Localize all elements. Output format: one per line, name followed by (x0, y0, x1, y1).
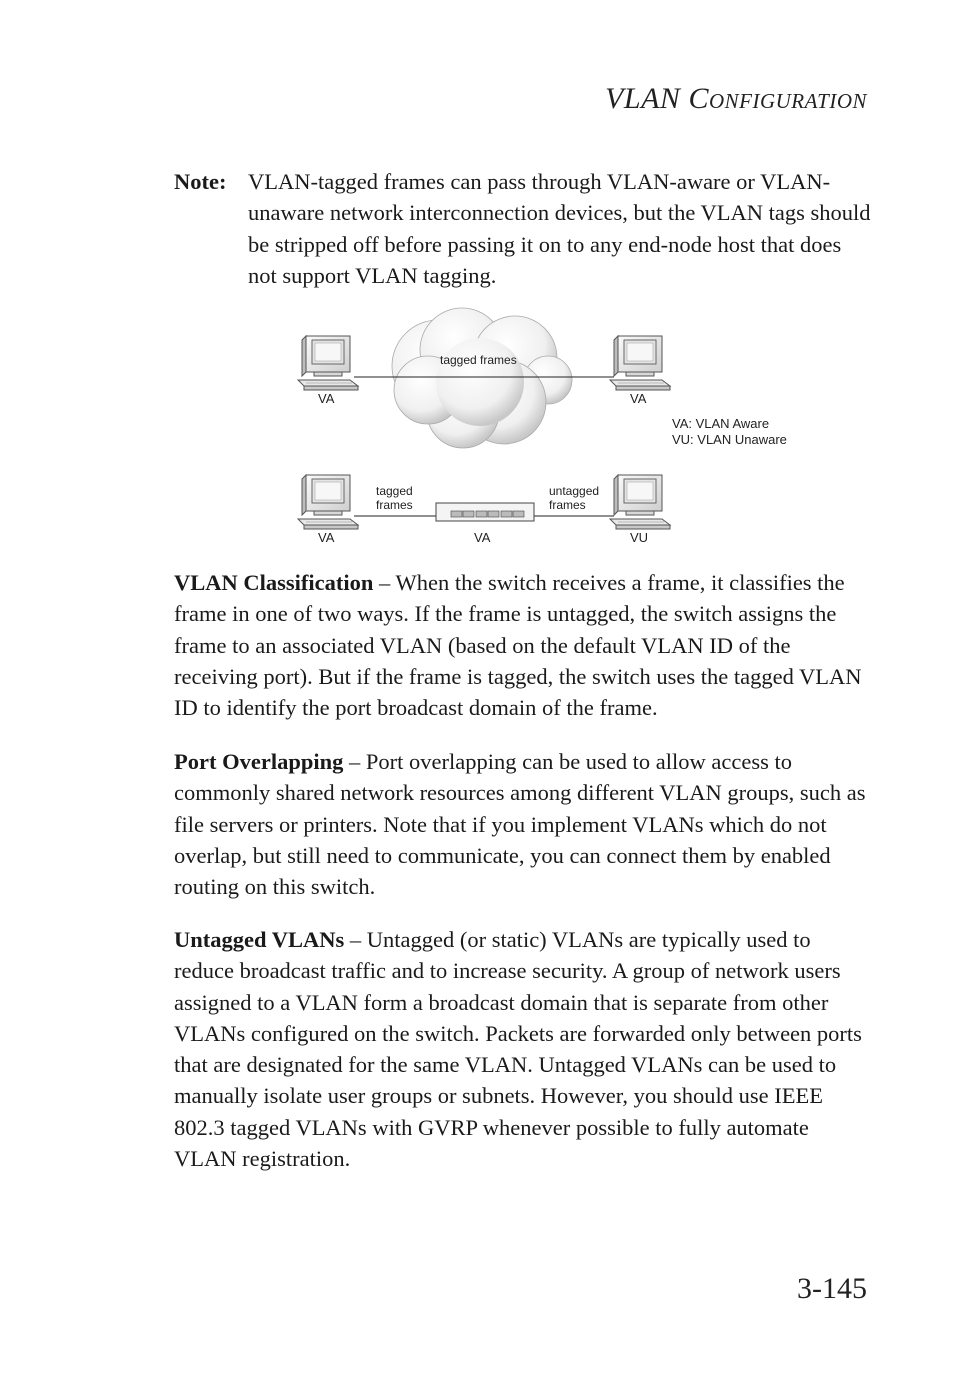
bottom-right-computer-icon (610, 475, 670, 529)
note-label: Note: (174, 169, 227, 194)
bottom-left-computer-icon (298, 475, 358, 529)
top-right-label: VA (630, 391, 647, 406)
bottom-switch-label: VA (474, 530, 491, 545)
network-cloud (392, 308, 572, 448)
body-vlan-classification: – When the switch receives a frame, it classifies the frame in one of two ways. If the frame is untagged, the switch assigns the frame to an associated VLAN (based on the default VLAN ID of the receiving port). But if the frame is tagged, the switch uses the tagged VLAN ID to identify the port broadcast domain of the frame. (174, 570, 862, 721)
top-left-label: VA (318, 391, 335, 406)
note-text: VLAN-tagged frames can pass through VLAN-aware or VLAN-unaware network interconnection devices, but the VLAN tags should be stripped off before passing it on to any end-node host that does not support VLAN tagging. (248, 169, 871, 288)
bottom-left-link-label-line1: tagged (376, 484, 413, 498)
bottom-right-link-label-line1: untagged (549, 484, 600, 498)
bottom-right-link-label-line2: frames (549, 498, 586, 512)
bottom-left-label: VA (318, 530, 335, 545)
paragraph-vlan-classification (174, 567, 869, 723)
term-port-overlapping: Port Overlapping (174, 749, 344, 774)
legend-unaware: VU: VLAN Unaware (672, 432, 787, 447)
body-port-overlapping: – Port overlapping can be used to allow access to commonly shared network resources among different VLAN groups, such as file servers or printers. Note that if you implement VLANs which do not overlap, but still need to communicate, you can connect them by enabled routing on this switch. (174, 749, 866, 900)
vlan-diagram (0, 0, 954, 560)
bottom-left-link-label-line2: frames (376, 498, 413, 512)
bottom-right-label: VU (630, 530, 649, 545)
page-number: 3-145 (797, 1272, 867, 1305)
paragraph-untagged-vlans (174, 924, 869, 1174)
switch-icon (436, 503, 534, 521)
term-untagged-vlans: Untagged VLANs (174, 927, 345, 952)
paragraph-port-overlapping (174, 746, 869, 902)
legend-aware: VA: VLAN Aware (672, 416, 770, 431)
term-vlan-classification: VLAN Classification (174, 570, 374, 595)
top-right-computer-icon (610, 336, 670, 390)
body-untagged-vlans: – Untagged (or static) VLANs are typically used to reduce broadcast traffic and to increase security. A group of network users assigned to a VLAN form a broadcast domain that is separate from other VLANs configured on the switch. Packets are forwarded only between ports that are designated for the same VLAN. Untagged VLANs can be used to manually isolate user groups or subnets. However, you should use IEEE 802.3 tagged VLANs with GVRP whenever possible to fully automate VLAN registration. (174, 927, 862, 1172)
cloud-label: tagged frames (440, 353, 517, 367)
top-left-computer-icon (298, 336, 358, 390)
running-head: VLAN Configuration (605, 82, 867, 115)
